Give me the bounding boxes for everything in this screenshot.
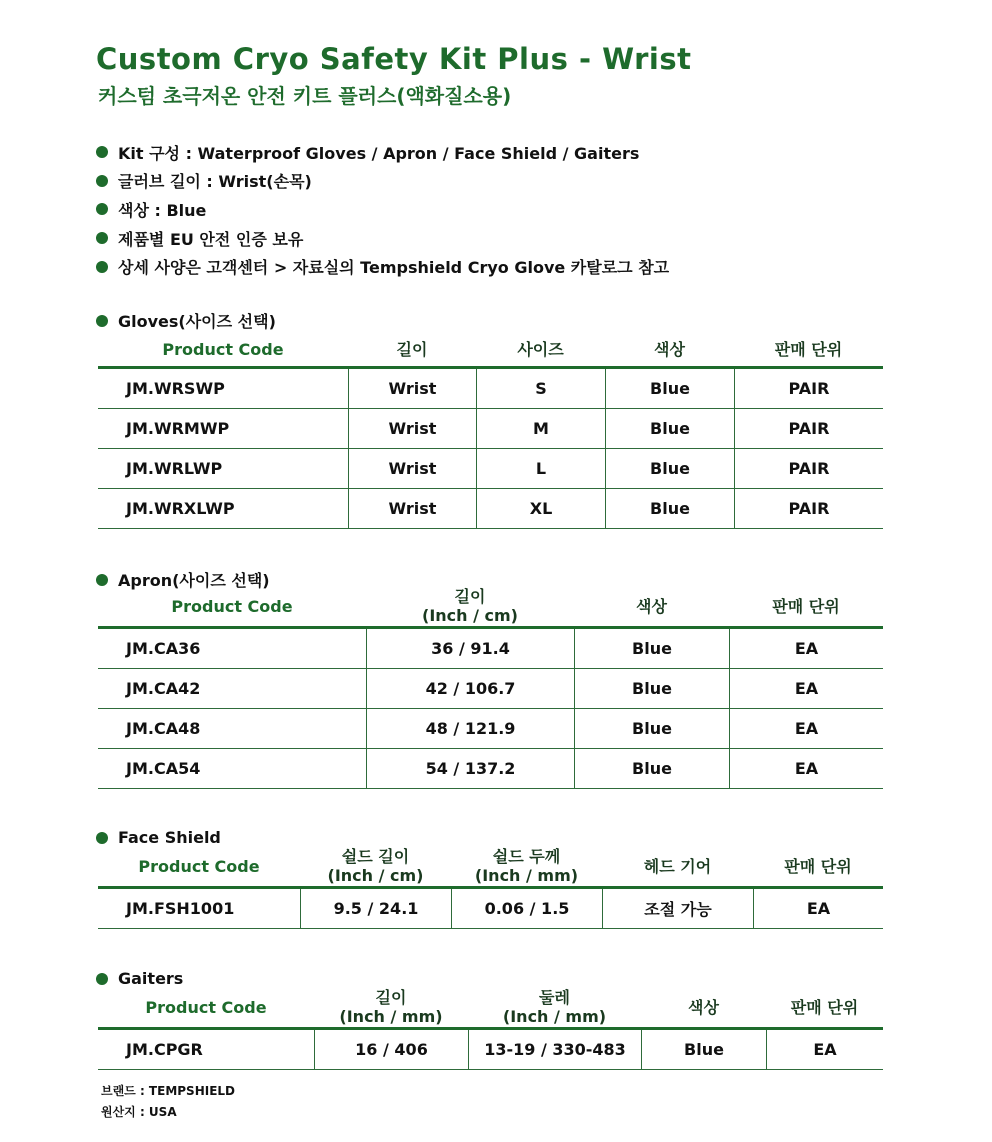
gloves-table-body — [98, 369, 883, 529]
bullet-icon — [96, 146, 108, 158]
col-sales-unit: 판매 단위 — [772, 596, 840, 616]
col-product-code: Product Code — [171, 596, 293, 616]
gaiters-table-header — [98, 987, 883, 1030]
list-item: 상세 사양은 고객센터 > 자료실의 Tempshield Cryo Glove 카탈로그 참고 — [96, 252, 669, 281]
apron-table-header — [98, 586, 883, 629]
bullet-icon — [96, 832, 108, 844]
col-sales-unit: 판매 단위 — [784, 856, 852, 876]
table-row: JM.CA36 36 / 91.4 Blue EA — [98, 629, 883, 669]
face-shield-table-header — [98, 846, 883, 889]
page-title: Custom Cryo Safety Kit Plus - Wrist — [96, 42, 692, 76]
list-item: 색상 : Blue — [96, 195, 669, 224]
col-shield-length: 쉴드 길이 (Inch / cm) — [327, 847, 424, 885]
table-row: JM.WRMWP Wrist M Blue PAIR — [98, 409, 883, 449]
face-shield-heading: Face Shield — [96, 828, 221, 847]
col-length: 길이 (Inch / cm) — [422, 587, 518, 625]
col-headgear: 헤드 기어 — [643, 856, 712, 876]
col-length: 길이 (Inch / mm) — [339, 988, 443, 1026]
col-length: 길이 — [396, 339, 428, 359]
col-color: 색상 — [688, 997, 719, 1017]
gaiters-heading: Gaiters — [96, 969, 183, 988]
bullet-icon — [96, 315, 108, 327]
apron-table-body — [98, 629, 883, 789]
table-row: JM.FSH1001 9.5 / 24.1 0.06 / 1.5 조절 가능 EA — [98, 889, 883, 929]
col-color: 색상 — [636, 596, 667, 616]
origin-text: 원산지 : USA — [101, 1105, 177, 1119]
face-shield-table-body — [98, 889, 883, 929]
col-sales-unit: 판매 단위 — [774, 339, 843, 359]
table-row: JM.WRSWP Wrist S Blue PAIR — [98, 369, 883, 409]
bullet-icon — [96, 175, 108, 187]
table-row: JM.WRXLWP Wrist XL Blue PAIR — [98, 489, 883, 529]
col-shield-thickness: 쉴드 두께 (Inch / mm) — [474, 847, 579, 885]
col-size: 사이즈 — [517, 339, 564, 359]
table-row: JM.WRLWP Wrist L Blue PAIR — [98, 449, 883, 489]
table-row: JM.CPGR 16 / 406 13-19 / 330-483 Blue EA — [98, 1030, 883, 1070]
kit-info-list — [96, 138, 669, 281]
bullet-icon — [96, 574, 108, 586]
gloves-heading: Gloves(사이즈 선택) — [96, 309, 276, 332]
list-item: 제품별 EU 안전 인증 보유 — [96, 224, 669, 253]
col-product-code: Product Code — [162, 339, 284, 359]
table-row: JM.CA42 42 / 106.7 Blue EA — [98, 669, 883, 709]
bullet-icon — [96, 203, 108, 215]
gaiters-table-body — [98, 1030, 883, 1070]
apron-heading: Apron(사이즈 선택) — [96, 568, 270, 591]
col-color: 색상 — [654, 339, 685, 359]
col-circumference: 둘레 (Inch / mm) — [502, 988, 607, 1026]
bullet-icon — [96, 261, 108, 273]
col-product-code: Product Code — [145, 997, 267, 1017]
col-sales-unit: 판매 단위 — [790, 997, 859, 1017]
bullet-icon — [96, 232, 108, 244]
table-row: JM.CA48 48 / 121.9 Blue EA — [98, 709, 883, 749]
gloves-table-header — [98, 332, 883, 369]
col-product-code: Product Code — [138, 856, 260, 876]
bullet-icon — [96, 973, 108, 985]
list-item: 글러브 길이 : Wrist(손목) — [96, 167, 669, 196]
table-row: JM.CA54 54 / 137.2 Blue EA — [98, 749, 883, 789]
brand-text: 브랜드 : TEMPSHIELD — [101, 1084, 236, 1098]
page-subtitle: 커스텀 초극저온 안전 키트 플러스(액화질소용) — [98, 84, 512, 108]
list-item: Kit 구성 : Waterproof Gloves / Apron / Face Shield / Gaiters — [96, 138, 669, 167]
